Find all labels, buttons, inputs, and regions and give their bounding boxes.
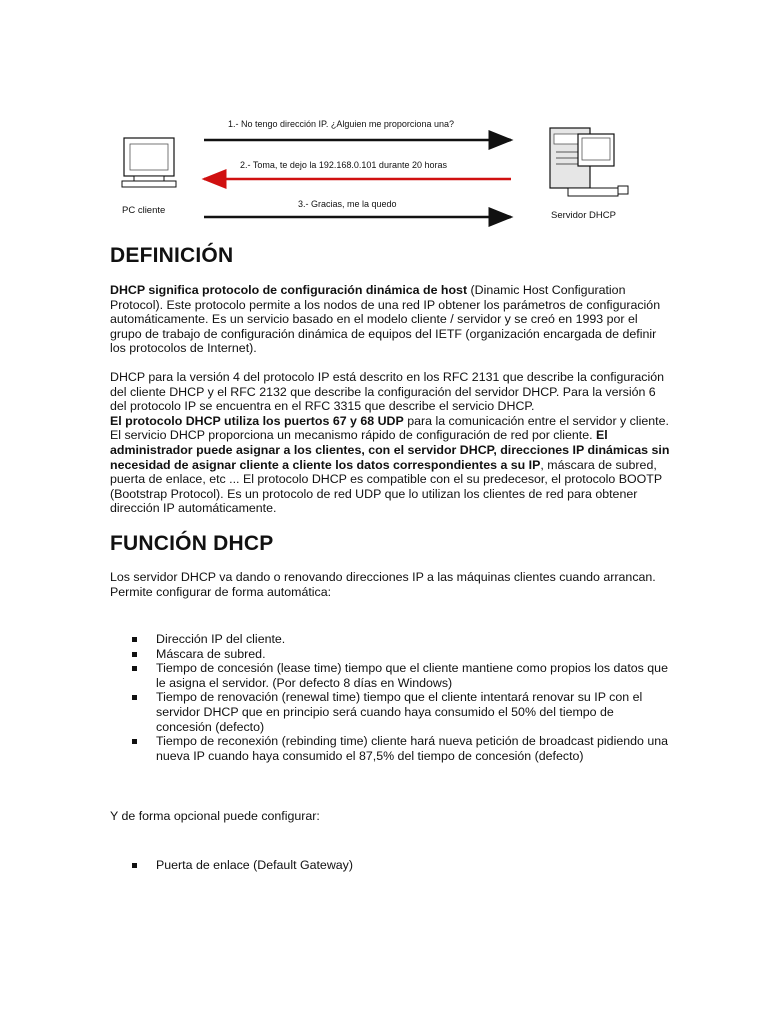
paragraph-definition — [110, 283, 670, 356]
paragraph-rfc: DHCP para la versión 4 del protocolo IP está descrito en los RFC 2131 que describe la configuración del cliente DHCP y el RFC 2132 que describe la configuración del servidor DHCP. Para la versión 6 del protocolo IP se encuentra en el RFC 3315 que describe el servicio DHCP. — [110, 369, 664, 414]
list-item: Puerta de enlace (Default Gateway) — [110, 858, 670, 873]
ports-text: para la comunicación entre el servidor y cliente. — [403, 413, 669, 428]
optional-list — [110, 858, 670, 873]
bullet-icon — [132, 863, 137, 868]
heading-funcion: FUNCIÓN DHCP — [110, 531, 274, 555]
pc-client-icon — [122, 138, 176, 187]
list-item: Tiempo de reconexión (rebinding time) cliente hará nueva petición de broadcast pidiendo una nueva IP cuando haya consumido el 87,5% del tiempo de concesión (defecto) — [110, 734, 670, 763]
message-3: 3.- Gracias, me la quedo — [298, 199, 397, 209]
definition-text: (Dinamic Host Configuration Protocol). Este protocolo permite a los nodos de una red IP obtener los parámetros de configuración automáticamente. Es un servicio basado en el modelo cliente / servidor y se creó en 1993 por el grupo de trabajo de configuración dinámica de equipos del IETF (organización encargada de definir los protocolos de Internet). — [110, 283, 661, 356]
list-item: Máscara de subred. — [110, 647, 670, 662]
server-icon — [550, 128, 628, 196]
bullet-icon — [132, 695, 137, 700]
bullet-icon — [132, 652, 137, 657]
bullet-icon — [132, 739, 137, 744]
mechanism-bold: El administrador puede asignar a los clientes, con el servidor DHCP, direcciones IP dinámicas sin necesidad de asignar cliente a cliente los datos correspondientes a su IP — [110, 428, 670, 472]
document-body — [110, 244, 670, 873]
mechanism-start: El servicio DHCP proporciona un mecanismo rápido de configuración de red por cliente. — [110, 428, 597, 443]
server-label: Servidor DHCP — [551, 210, 616, 221]
paragraph-mechanism — [110, 428, 670, 516]
bullet-icon — [132, 666, 137, 671]
list-item: Tiempo de concesión (lease time) tiempo que el cliente mantiene como propios los datos que le asigna el servidor. (Por defecto 8 días en Windows) — [110, 661, 670, 690]
message-2: 2.- Toma, te dejo la 192.168.0.101 durante 20 horas — [240, 160, 447, 170]
paragraph-optional-intro: Y de forma opcional puede configurar: — [110, 809, 320, 824]
definition-bold: DHCP significa protocolo de configuración dinámica de host — [110, 283, 468, 297]
paragraph-ports — [110, 414, 670, 429]
heading-definicion: DEFINICIÓN — [110, 244, 234, 267]
client-label: PC cliente — [122, 205, 166, 216]
ports-bold: El protocolo DHCP utiliza los puertos 67 y 68 UDP — [110, 413, 404, 428]
list-item: Tiempo de renovación (renewal time) tiempo que el cliente intentará renovar su IP con el servidor DHCP que en principio será cuando haya consumido el 50% del tiempo de concesión (defecto) — [110, 690, 670, 734]
paragraph-funcion-intro: Los servidor DHCP va dando o renovando direcciones IP a las máquinas clientes cuando arrancan. Permite configurar de forma automática: — [110, 569, 656, 599]
dhcp-diagram — [100, 110, 660, 235]
message-1: 1.- No tengo dirección IP. ¿Alguien me proporciona una? — [228, 119, 454, 129]
list-item: Dirección IP del cliente. — [110, 632, 670, 647]
bullet-icon — [132, 637, 137, 642]
config-list — [110, 632, 670, 763]
mechanism-rest: , máscara de subred, puerta de enlace, etc ... El protocolo DHCP es compatible con el su predecesor, el protocolo BOOTP (Bootstrap Protocol). Es un protocolo de red UDP que lo utilizan los clientes de red para obtener dirección IP automáticamente. — [110, 457, 662, 516]
